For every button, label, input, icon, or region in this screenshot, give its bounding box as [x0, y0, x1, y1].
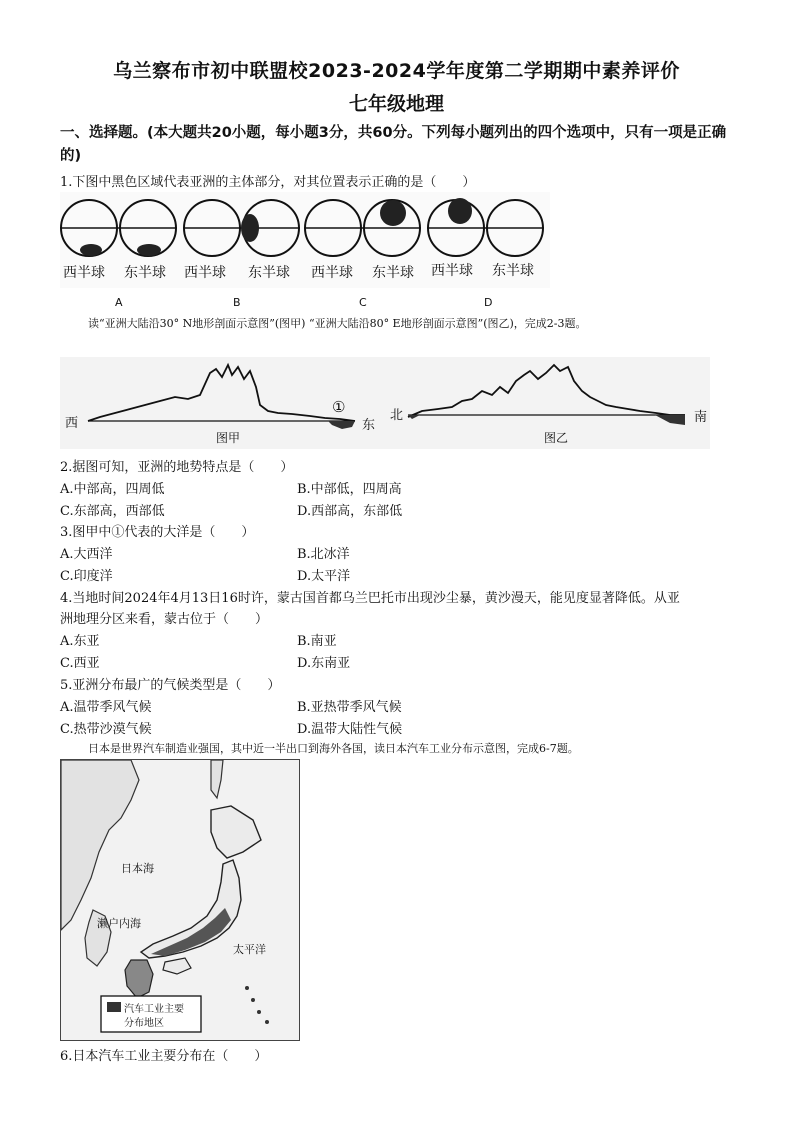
question-3-stem: 3.图甲中①代表的大洋是（ ） — [60, 525, 255, 540]
question-2-option-b[interactable]: B.中部低，四周高 — [297, 482, 402, 497]
question-3-option-a[interactable]: A.大西洋 — [60, 547, 113, 562]
profile-b-south-label: 南 — [694, 410, 708, 425]
question-4-option-b[interactable]: B.南亚 — [297, 634, 337, 649]
question-2-stem: 2.据图可知，亚洲的地势特点是（ ） — [60, 460, 294, 475]
exam-title: 乌兰察布市初中联盟校2023-2024学年度第二学期期中素养评价 — [113, 60, 680, 82]
option-letter-b: B — [233, 296, 241, 309]
globe-label: 东半球 — [124, 265, 166, 281]
question-2-option-a[interactable]: A.中部高，四周低 — [60, 482, 165, 497]
asia-shape-a — [80, 244, 102, 256]
globe-label: 西半球 — [63, 265, 105, 281]
question-1-stem: 1.下图中黑色区域代表亚洲的主体部分，对其位置表示正确的是（ ） — [60, 175, 476, 190]
terrain-profiles-svg — [60, 357, 710, 449]
intro-questions-2-3 — [60, 313, 740, 335]
globe-label: 东半球 — [248, 265, 290, 281]
japan-map-svg — [61, 760, 299, 1040]
globe-label: 西半球 — [184, 265, 226, 281]
asia-shape-d — [448, 198, 472, 224]
profile-a-caption: 图甲 — [216, 431, 241, 445]
question-4-stem-line-2: 洲地理分区来看，蒙古位于（ ） — [60, 612, 269, 627]
question-4-stem-line-1: 4.当地时间2024年4月13日16时许，蒙古国首都乌兰巴托市出现沙尘暴，黄沙漫天，能见度显著降低。从亚 — [60, 591, 680, 606]
asia-shape-b — [241, 214, 259, 242]
profile-b-caption: 图乙 — [544, 431, 569, 445]
profile-b-north-label: 北 — [390, 408, 404, 423]
question-5-stem: 5.亚洲分布最广的气候类型是（ ） — [60, 678, 281, 693]
asia-shape-c — [380, 200, 406, 226]
section-heading: 一、选择题。(本大题共20小题，每小题3分，共60分。下列每小题列出的四个选项中，只有一项是正确的) — [60, 125, 727, 164]
intro-2-3-text: 读“亚洲大陆沿30° N地形剖面示意图”(图甲) “亚洲大陆沿80° E地形剖面示意图”(图乙)，完成2-3题。 — [88, 317, 587, 330]
shikoku-shape — [163, 958, 191, 974]
hemisphere-figure-svg — [60, 192, 550, 288]
question-3-option-c[interactable]: C.印度洋 — [60, 569, 113, 584]
pacific-ocean-label: 太平洋 — [233, 943, 266, 956]
option-letter-d: D — [484, 296, 493, 309]
ocean-marker-label: ① — [332, 398, 346, 416]
hokkaido-shape — [211, 806, 261, 858]
question-4-option-d[interactable]: D.东南亚 — [297, 656, 351, 671]
profile-a-line — [88, 365, 355, 421]
question-5-option-c[interactable]: C.热带沙漠气候 — [60, 722, 152, 737]
question-3-option-d[interactable]: D.太平洋 — [297, 569, 351, 584]
kyushu-shape — [125, 960, 153, 998]
legend-label-line-2: 分布地区 — [124, 1018, 164, 1029]
question-5-option-a[interactable]: A.温带季风气候 — [60, 700, 152, 715]
option-letter-a: A — [115, 296, 123, 309]
question-4-option-c[interactable]: C.西亚 — [60, 656, 100, 671]
question-2-option-d[interactable]: D.西部高，东部低 — [297, 504, 403, 519]
question-4-option-a[interactable]: A.东亚 — [60, 634, 100, 649]
globe-label: 西半球 — [431, 263, 473, 279]
question-5-option-d[interactable]: D.温带大陆性气候 — [297, 722, 403, 737]
globe-label: 东半球 — [492, 263, 534, 279]
profile-b-line — [408, 365, 685, 417]
ocean-marker-shape — [328, 421, 355, 429]
option-letter-c: C — [359, 296, 367, 309]
profile-a-west-label: 西 — [65, 416, 79, 431]
terrain-profiles-figure — [60, 357, 710, 449]
seto-inland-sea-label: 濑户内海 — [97, 917, 141, 930]
question-5-option-b[interactable]: B.亚热带季风气候 — [297, 700, 402, 715]
sea-of-japan-label: 日本海 — [121, 862, 154, 875]
legend-swatch — [107, 1002, 121, 1012]
profile-a-east-label: 东 — [362, 418, 376, 433]
intro-questions-6-7: 日本是世界汽车制造业强国，其中近一半出口到海外各国，读日本汽车工业分布示意图，完成6-7题。 — [88, 742, 579, 755]
question-2-option-c[interactable]: C.东部高，西部低 — [60, 504, 165, 519]
globe-label: 西半球 — [311, 265, 353, 281]
legend-label-line-1: 汽车工业主要 — [124, 1004, 184, 1015]
globe-label: 东半球 — [372, 265, 414, 281]
question-3-option-b[interactable]: B.北冰洋 — [297, 547, 350, 562]
hemisphere-figure — [60, 192, 550, 288]
question-6-stem: 6.日本汽车工业主要分布在（ ） — [60, 1049, 268, 1064]
exam-subject: 七年级地理 — [348, 93, 444, 115]
japan-auto-industry-map — [60, 759, 300, 1041]
